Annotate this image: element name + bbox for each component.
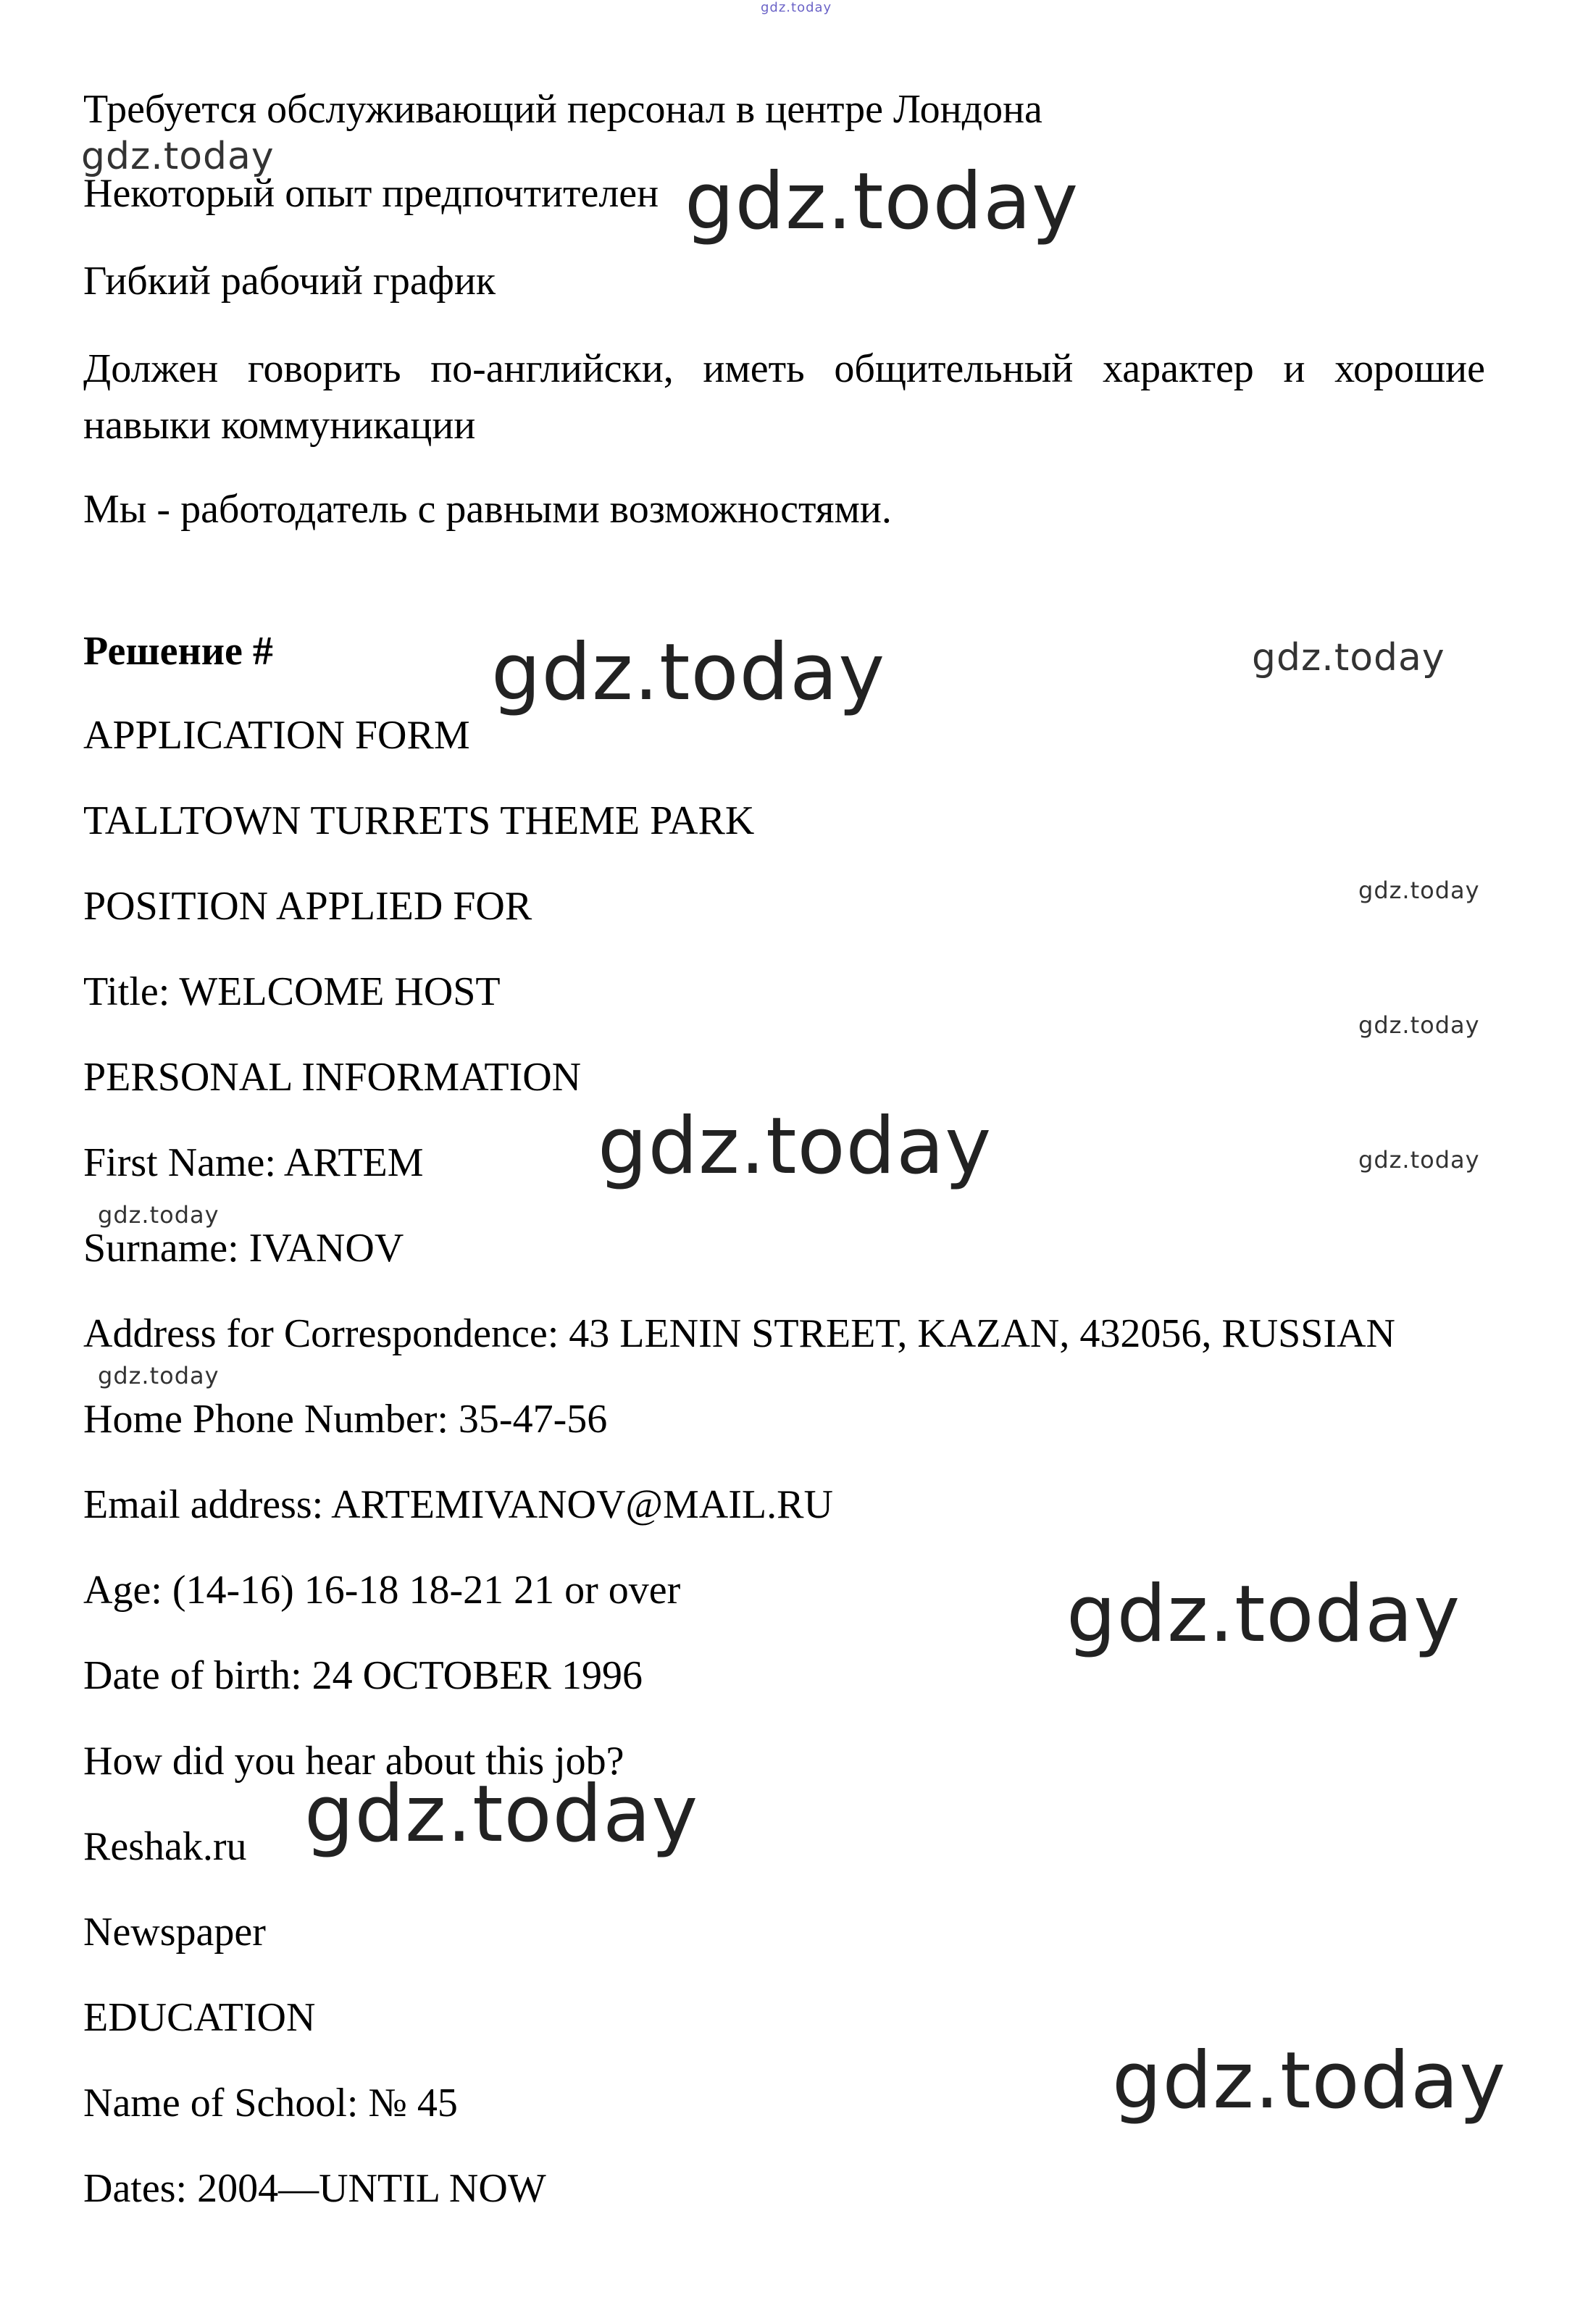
school-name-field: Name of School: № 45	[83, 2081, 458, 2126]
position-section-heading: POSITION APPLIED FOR	[83, 884, 532, 929]
header-watermark: gdz.today	[761, 0, 832, 15]
watermark-text: gdz.today	[685, 156, 1079, 247]
form-title: APPLICATION FORM	[83, 713, 470, 758]
notice-line-4: Должен говорить по-английски, иметь общительный характер и хорошие навыки коммуникации	[83, 346, 1485, 448]
surname-field: Surname: IVANOV	[83, 1226, 404, 1271]
notice-line-5: Мы - работодатель с равными возможностями.	[83, 487, 892, 532]
hear-question: How did you hear about this job?	[83, 1739, 624, 1784]
watermark-text: gdz.today	[598, 1101, 992, 1192]
watermark-text: gdz.today	[1358, 1146, 1480, 1174]
age-field: Age: (14-16) 16-18 18-21 21 or over	[83, 1568, 681, 1613]
watermark-text: gdz.today	[98, 1201, 220, 1229]
solution-heading: Решение #	[83, 629, 273, 674]
watermark-text: gdz.today	[1112, 2036, 1507, 2126]
notice-line-3: Гибкий рабочий график	[83, 259, 496, 304]
hear-option-reshak: Reshak.ru	[83, 1824, 247, 1869]
date-of-birth-field: Date of birth: 24 OCTOBER 1996	[83, 1653, 643, 1698]
notice-line-2: Некоторый опыт предпочтителен	[83, 171, 659, 216]
watermark-text: gdz.today	[81, 135, 275, 178]
home-phone-field: Home Phone Number: 35-47-56	[83, 1397, 608, 1442]
first-name-field: First Name: ARTEM	[83, 1140, 424, 1185]
notice-line-1: Требуется обслуживающий персонал в центре Лондона	[83, 87, 1042, 132]
education-section-heading: EDUCATION	[83, 1995, 316, 2040]
watermark-text: gdz.today	[1066, 1569, 1461, 1660]
hear-option-newspaper: Newspaper	[83, 1910, 266, 1955]
dates-field: Dates: 2004—UNTIL NOW	[83, 2166, 546, 2211]
title-field: Title: WELCOME HOST	[83, 969, 501, 1014]
email-field: Email address: ARTEMIVANOV@MAIL.RU	[83, 1482, 833, 1527]
watermark-text: gdz.today	[1358, 877, 1480, 904]
park-name: TALLTOWN TURRETS THEME PARK	[83, 798, 755, 843]
personal-section-heading: PERSONAL INFORMATION	[83, 1055, 582, 1100]
watermark-text: gdz.today	[98, 1362, 220, 1389]
watermark-text: gdz.today	[1358, 1011, 1480, 1039]
watermark-text: gdz.today	[304, 1769, 699, 1860]
address-field: Address for Correspondence: 43 LENIN STREET, KAZAN, 432056, RUSSIAN	[83, 1311, 1395, 1356]
watermark-text: gdz.today	[491, 627, 886, 718]
watermark-text: gdz.today	[1252, 636, 1445, 680]
